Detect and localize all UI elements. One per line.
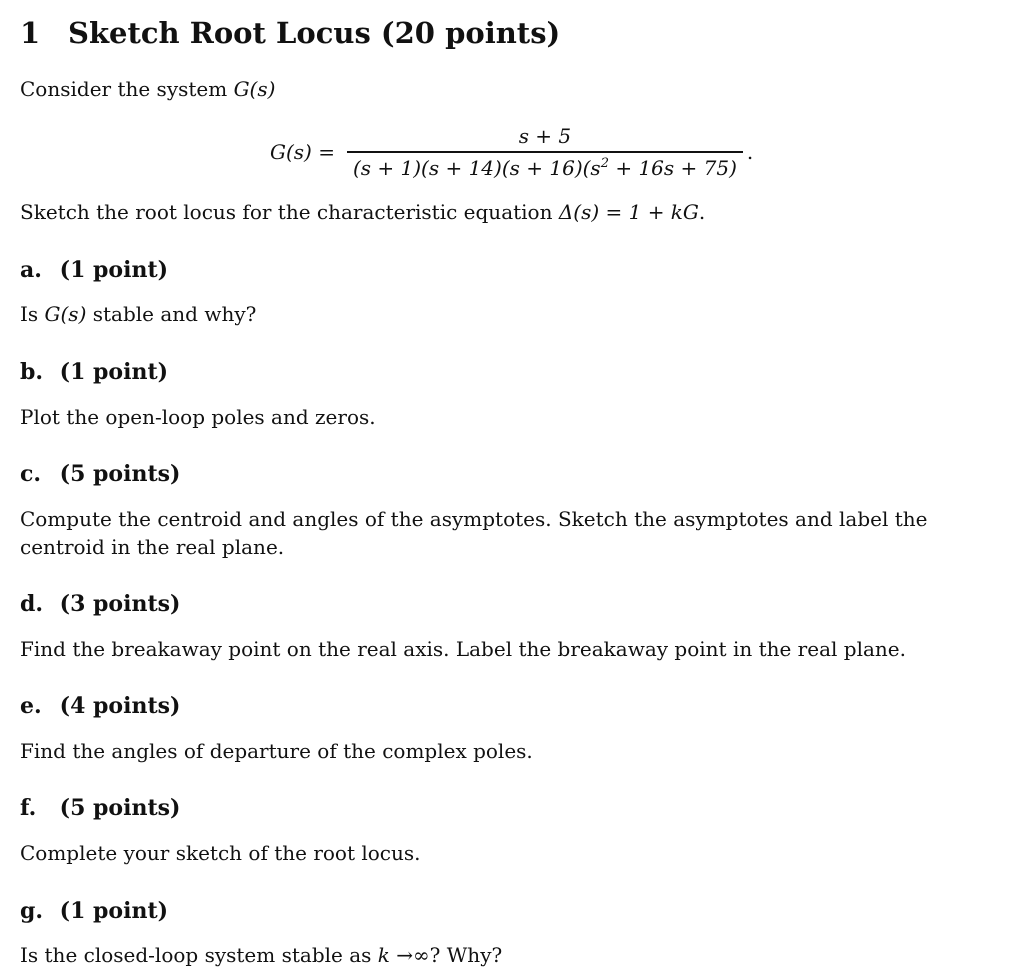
part-label: b. [20,359,44,385]
question-math: k →∞ [377,943,430,967]
denominator-exponent: 2 [600,155,609,171]
part-f-question: Complete your sketch of the root locus. [20,841,421,865]
question-text: stable and why? [86,302,257,326]
intro-math: G(s) [233,77,276,101]
part-points: (4 points) [59,693,181,719]
part-g-heading [20,898,168,924]
part-b-question: Plot the open-loop poles and zeros. [20,405,376,429]
equation-denominator [347,153,743,180]
part-a-heading [20,257,168,283]
part-e-question: Find the angles of departure of the complex poles. [20,739,533,763]
part-label: f. [20,795,37,821]
section-title [20,16,560,50]
part-c-heading [20,461,180,487]
part-d-question: Find the breakaway point on the real axis. Label the breakaway point in the real plane. [20,637,906,661]
equation-numerator: s + 5 [518,124,572,149]
denominator-part-1: (s + 1)(s + 14)(s + 16)(s [352,155,601,180]
equation-period: . [746,140,754,164]
denominator-part-2: + 16s + 75) [608,155,737,180]
transfer-function-equation [270,122,753,182]
intro-paragraph [20,75,275,103]
part-e-heading [20,693,180,719]
equation-fraction [347,124,743,180]
part-f-heading [20,795,180,821]
instruction-text: Sketch the root locus for the characteristic equation [20,200,559,224]
question-text: Is the closed-loop system stable as [20,943,378,967]
intro-text: Consider the system [20,77,234,101]
part-b-heading [20,359,168,385]
part-points: (3 points) [59,591,181,617]
instruction-paragraph [20,198,705,226]
part-label: d. [20,591,44,617]
part-a-question [20,300,256,328]
section-number: 1 [20,16,41,50]
part-points: (1 point) [59,359,169,385]
part-points: (1 point) [59,257,169,283]
part-d-heading [20,591,180,617]
instruction-math: Δ(s) = 1 + kG [558,200,699,224]
part-label: a. [20,257,42,283]
instruction-period: . [698,200,706,224]
section-title-text: Sketch Root Locus (20 points) [68,16,561,50]
part-points: (1 point) [59,898,169,924]
part-label: e. [20,693,42,719]
part-points: (5 points) [59,461,181,487]
part-label: c. [20,461,42,487]
question-text: Is [20,302,45,326]
question-text: ? Why? [429,943,503,967]
equation-lhs: G(s) = [270,140,335,164]
part-g-question [20,941,502,969]
question-math: G(s) [44,302,87,326]
part-label: g. [20,898,44,924]
part-c-question: Compute the centroid and angles of the asymptotes. Sketch the asymptotes and label the centroid in the real plane. [20,507,928,559]
part-points: (5 points) [59,795,181,821]
